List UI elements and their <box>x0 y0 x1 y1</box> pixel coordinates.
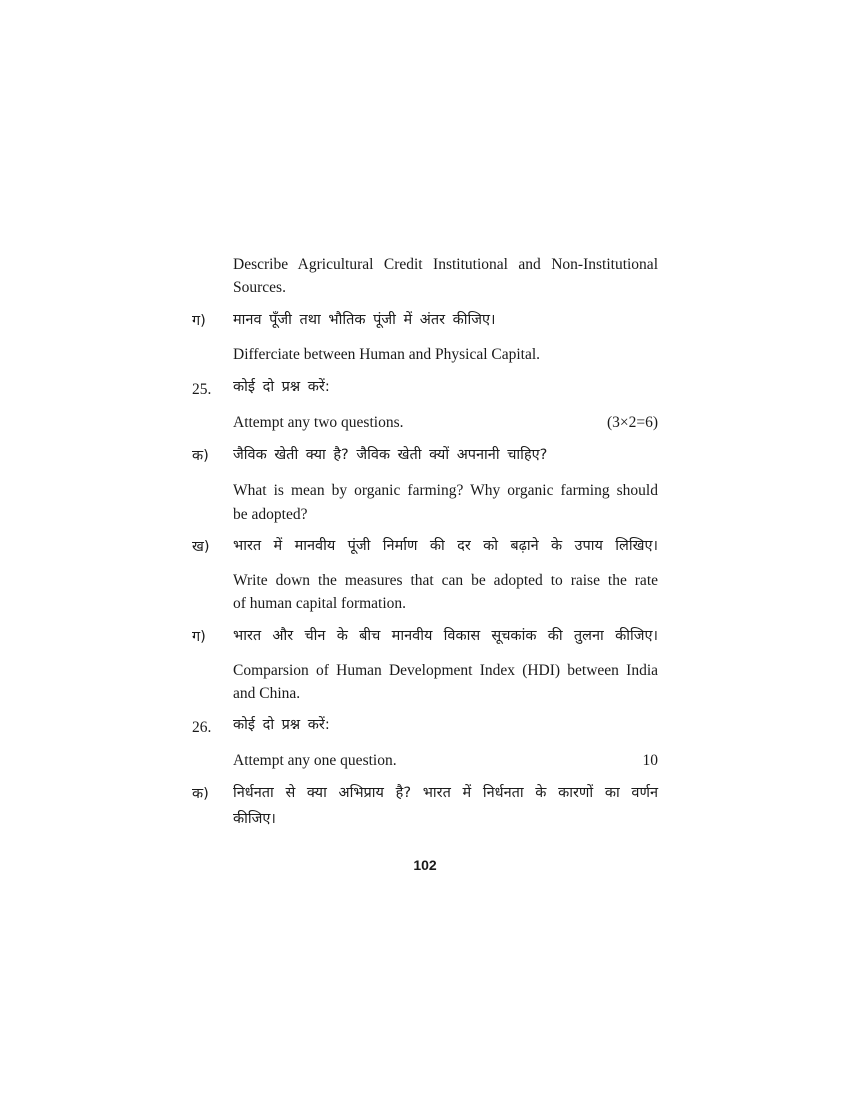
question-26-english: Attempt any one question. <box>233 752 397 769</box>
q25-kha-label: ख) <box>192 539 210 555</box>
prev-question-english-line2: Sources. <box>233 279 286 296</box>
q25-ka-label: क) <box>192 448 209 464</box>
q25-ka-english-line1: What is mean by organic farming? Why organic farming should <box>233 482 658 499</box>
prev-question-english-line1: Describe Agricultural Credit Institutional and Non-Institutional <box>233 256 658 273</box>
item-ga-hindi: मानव पूँजी तथा भौतिक पूंजी में अंतर कीजिए। <box>233 312 496 328</box>
question-25-marks: (3×2=6) <box>606 414 658 431</box>
q26-ka-hindi-line1: निर्धनता से क्या अभिप्राय है? भारत में निर्धनता के कारणों का वर्णन <box>233 785 658 801</box>
question-26-marks: 10 <box>642 752 658 769</box>
q25-ka-english-line2: be adopted? <box>233 506 308 523</box>
q25-kha-english-line1: Write down the measures that can be adopted to raise the rate <box>233 572 658 589</box>
q25-kha-hindi: भारत में मानवीय पूंजी निर्माण की दर को बढ़ाने के उपाय लिखिए। <box>233 538 658 554</box>
question-25-hindi: कोई दो प्रश्न करें: <box>233 379 330 395</box>
q25-ga-english-line2: and China. <box>233 685 301 702</box>
q25-ga-english-line1: Comparsion of Human Development Index (HDI) between India <box>233 662 658 679</box>
q25-ka-hindi: जैविक खेती क्या है? जैविक खेती क्यों अपनानी चाहिए? <box>233 447 548 463</box>
item-ga-english: Differciate between Human and Physical Capital. <box>233 346 541 363</box>
question-26-hindi: कोई दो प्रश्न करें: <box>233 717 330 733</box>
item-ga-label: ग) <box>192 313 206 329</box>
question-25-number: 25. <box>192 381 212 398</box>
q25-ga-label: ग) <box>192 629 206 645</box>
q26-ka-hindi-line2: कीजिए। <box>233 811 276 827</box>
q26-ka-label: क) <box>192 786 209 802</box>
page-number: 102 <box>413 857 437 873</box>
q25-ga-hindi: भारत और चीन के बीच मानवीय विकास सूचकांक की तुलना कीजिए। <box>233 628 658 644</box>
question-26-number: 26. <box>192 719 212 736</box>
question-25-english: Attempt any two questions. <box>233 414 404 431</box>
q25-kha-english-line2: of human capital formation. <box>233 595 407 612</box>
